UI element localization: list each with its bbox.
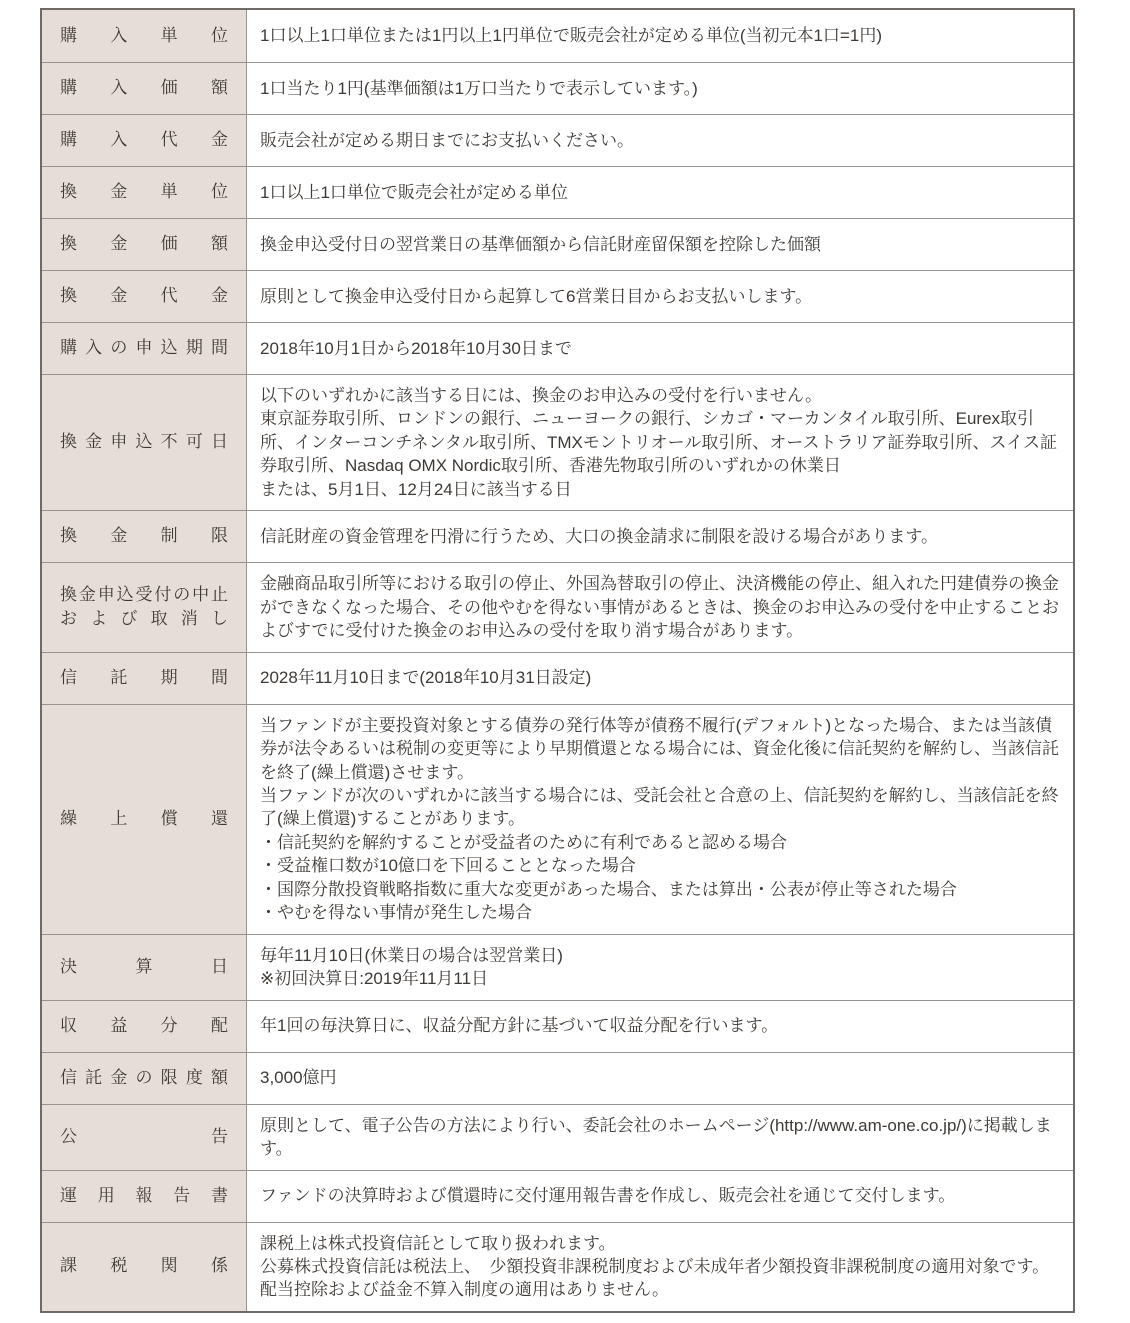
content-paragraph: ・やむを得ない事情が発生した場合	[260, 903, 532, 923]
content-paragraph: 金融商品取引所等における取引の停止、外国為替取引の停止、決済機能の停止、組入れた円建債券の換金ができなくなった場合、その他やむを得ない事情があるときは、換金のお申込みの受付を中止することおよびすでに受付けた換金のお申込みの受付を取り消す場合があります。	[260, 574, 1059, 641]
table-row-redemption-suspension	[42, 562, 1073, 651]
content-paragraph: 年1回の毎決算日に、収益分配方針に基づいて収益分配を行います。	[260, 1016, 779, 1036]
row-content	[247, 219, 1073, 270]
row-label: 換金価額	[60, 234, 228, 254]
content-paragraph: 2028年11月10日まで(2018年10月31日設定)	[260, 668, 592, 688]
content-paragraph: ファンドの決算時および償還時に交付運用報告書を作成し、販売会社を通じて交付します。	[260, 1186, 956, 1206]
row-label: 換金申込受付の中止および取消し	[60, 584, 228, 629]
content-paragraph: 当ファンドが主要投資対象とする債券の発行体等が債務不履行(デフォルト)となった場合、または当該債券が法令あるいは税制の変更等により早期償還となる場合には、資金化後に信託契約を解約し、当該信託を終了(繰上償還)させます。	[260, 715, 1059, 782]
table-row-trust-money-limit	[42, 1052, 1073, 1104]
row-label: 換金申込不可日	[60, 432, 228, 452]
row-content	[247, 323, 1073, 374]
row-content	[247, 167, 1073, 218]
content-paragraph: 以下のいずれかに該当する日には、換金のお申込みの受付を行いません。	[260, 386, 823, 405]
row-label: 繰上償還	[60, 808, 228, 828]
row-label-cell	[42, 63, 247, 114]
table-row-purchase-payment	[42, 114, 1073, 166]
row-label: 換金制限	[60, 526, 228, 546]
row-content	[247, 563, 1073, 651]
table-row-purchase-unit	[42, 10, 1073, 62]
table-row-early-redemption	[42, 704, 1073, 934]
content-paragraph: 東京証券取引所、ロンドンの銀行、ニューヨークの銀行、シカゴ・マーカンタイル取引所、Eurex取引所、インターコンチネンタル取引所、TMXモントリオール取引所、オーストラリア証券取引所、スイス証券取引所、Nasdaq OMX Nordic取引所、香港先物取引所のいずれかの休業日	[260, 409, 1057, 476]
content-paragraph: 配当控除および益金不算入制度の適用はありません。	[260, 1280, 670, 1300]
table-row-income-distribution	[42, 1000, 1073, 1052]
row-content	[247, 115, 1073, 166]
row-label-cell	[42, 563, 247, 651]
row-label-cell	[42, 653, 247, 704]
row-label: 購入単位	[60, 25, 228, 45]
table-row-public-notice	[42, 1104, 1073, 1170]
row-label-cell	[42, 511, 247, 562]
row-label: 信託期間	[60, 667, 228, 687]
table-row-redemption-price	[42, 218, 1073, 270]
content-paragraph: または、5月1日、12月24日に該当する日	[260, 479, 572, 499]
row-label: 運用報告書	[60, 1185, 228, 1205]
row-content	[247, 511, 1073, 562]
table-row-redemption-limit	[42, 510, 1073, 562]
row-content	[247, 1001, 1073, 1052]
row-label-cell	[42, 115, 247, 166]
row-content	[247, 375, 1073, 510]
row-label-cell	[42, 1171, 247, 1222]
content-paragraph: 原則として、電子公告の方法により行い、委託会社のホームページ(http://www.am-one.co.jp/)に掲載します。	[260, 1115, 1052, 1159]
table-row-redemption-payment	[42, 270, 1073, 322]
row-label: 公告	[60, 1126, 228, 1146]
table-row-redemption-unit	[42, 166, 1073, 218]
row-label-cell	[42, 323, 247, 374]
content-paragraph: 信託財産の資金管理を円滑に行うため、大口の換金請求に制限を設ける場合があります。	[260, 527, 938, 547]
row-label: 購入価額	[60, 78, 228, 98]
row-content	[247, 10, 1073, 62]
content-paragraph: 販売会社が定める期日までにお支払いください。	[260, 130, 634, 150]
content-paragraph: 課税上は株式投資信託として取り扱われます。	[260, 1233, 616, 1253]
content-paragraph: ・国際分散投資戦略指数に重大な変更があった場合、または算出・公表が停止等された場合	[260, 879, 957, 899]
row-label-cell	[42, 10, 247, 62]
table-row-purchase-price	[42, 62, 1073, 114]
content-paragraph: 1口当たり1円(基準価額は1万口当たりで表示しています。)	[260, 78, 698, 98]
row-label-cell	[42, 271, 247, 322]
content-paragraph: 公募株式投資信託は税法上、 少額投資非課税制度および未成年者少額投資非課税制度の適用対象です。	[260, 1256, 1050, 1276]
content-paragraph: 1口以上1口単位で販売会社が定める単位	[260, 182, 568, 202]
row-content	[247, 271, 1073, 322]
table-row-management-report	[42, 1170, 1073, 1222]
row-label-cell	[42, 375, 247, 510]
row-label: 課税関係	[60, 1256, 228, 1276]
fund-spec-table	[40, 8, 1075, 1313]
content-paragraph: ・受益権口数が10億口を下回ることとなった場合	[260, 856, 636, 876]
content-paragraph: ※初回決算日:2019年11月11日	[260, 969, 489, 989]
row-content	[247, 653, 1073, 704]
row-label: 購入代金	[60, 130, 228, 150]
content-paragraph: 換金申込受付日の翌営業日の基準価額から信託財産留保額を控除した価額	[260, 234, 821, 254]
row-label-cell	[42, 705, 247, 934]
row-content	[247, 1105, 1073, 1170]
row-label-cell	[42, 219, 247, 270]
row-content	[247, 705, 1073, 934]
row-label-cell	[42, 1223, 247, 1311]
table-row-settlement-date	[42, 934, 1073, 1000]
content-paragraph: 2018年10月1日から2018年10月30日まで	[260, 338, 572, 358]
row-content	[247, 63, 1073, 114]
row-label: 信託金の限度額	[60, 1067, 228, 1087]
row-label-cell	[42, 935, 247, 1000]
row-label: 換金単位	[60, 182, 228, 202]
row-content	[247, 1223, 1073, 1311]
table-row-taxation	[42, 1222, 1073, 1311]
table-row-trust-period	[42, 652, 1073, 704]
row-label-cell	[42, 1001, 247, 1052]
row-label: 購入の申込期間	[60, 338, 228, 358]
row-label-cell	[42, 1105, 247, 1170]
content-paragraph: ・信託契約を解約することが受益者のために有利であると認める場合	[260, 832, 787, 852]
row-label: 決算日	[60, 956, 228, 976]
content-paragraph: 1口以上1口単位または1円以上1円単位で販売会社が定める単位(当初元本1口=1円)	[260, 26, 882, 46]
content-paragraph: 当ファンドが次のいずれかに該当する場合には、受託会社と合意の上、信託契約を解約し、当該信託を終了(繰上償還)することがあります。	[260, 785, 1059, 829]
row-content	[247, 935, 1073, 1000]
table-row-redemption-blackout-days	[42, 374, 1073, 510]
content-paragraph: 毎年11月10日(休業日の場合は翌営業日)	[260, 945, 563, 965]
row-label: 収益分配	[60, 1015, 228, 1035]
row-content	[247, 1053, 1073, 1104]
row-label-cell	[42, 1053, 247, 1104]
row-content	[247, 1171, 1073, 1222]
row-label: 換金代金	[60, 286, 228, 306]
content-paragraph: 3,000億円	[260, 1068, 337, 1088]
table-row-application-period	[42, 322, 1073, 374]
content-paragraph: 原則として換金申込受付日から起算して6営業日目からお支払いします。	[260, 286, 813, 306]
row-label-cell	[42, 167, 247, 218]
